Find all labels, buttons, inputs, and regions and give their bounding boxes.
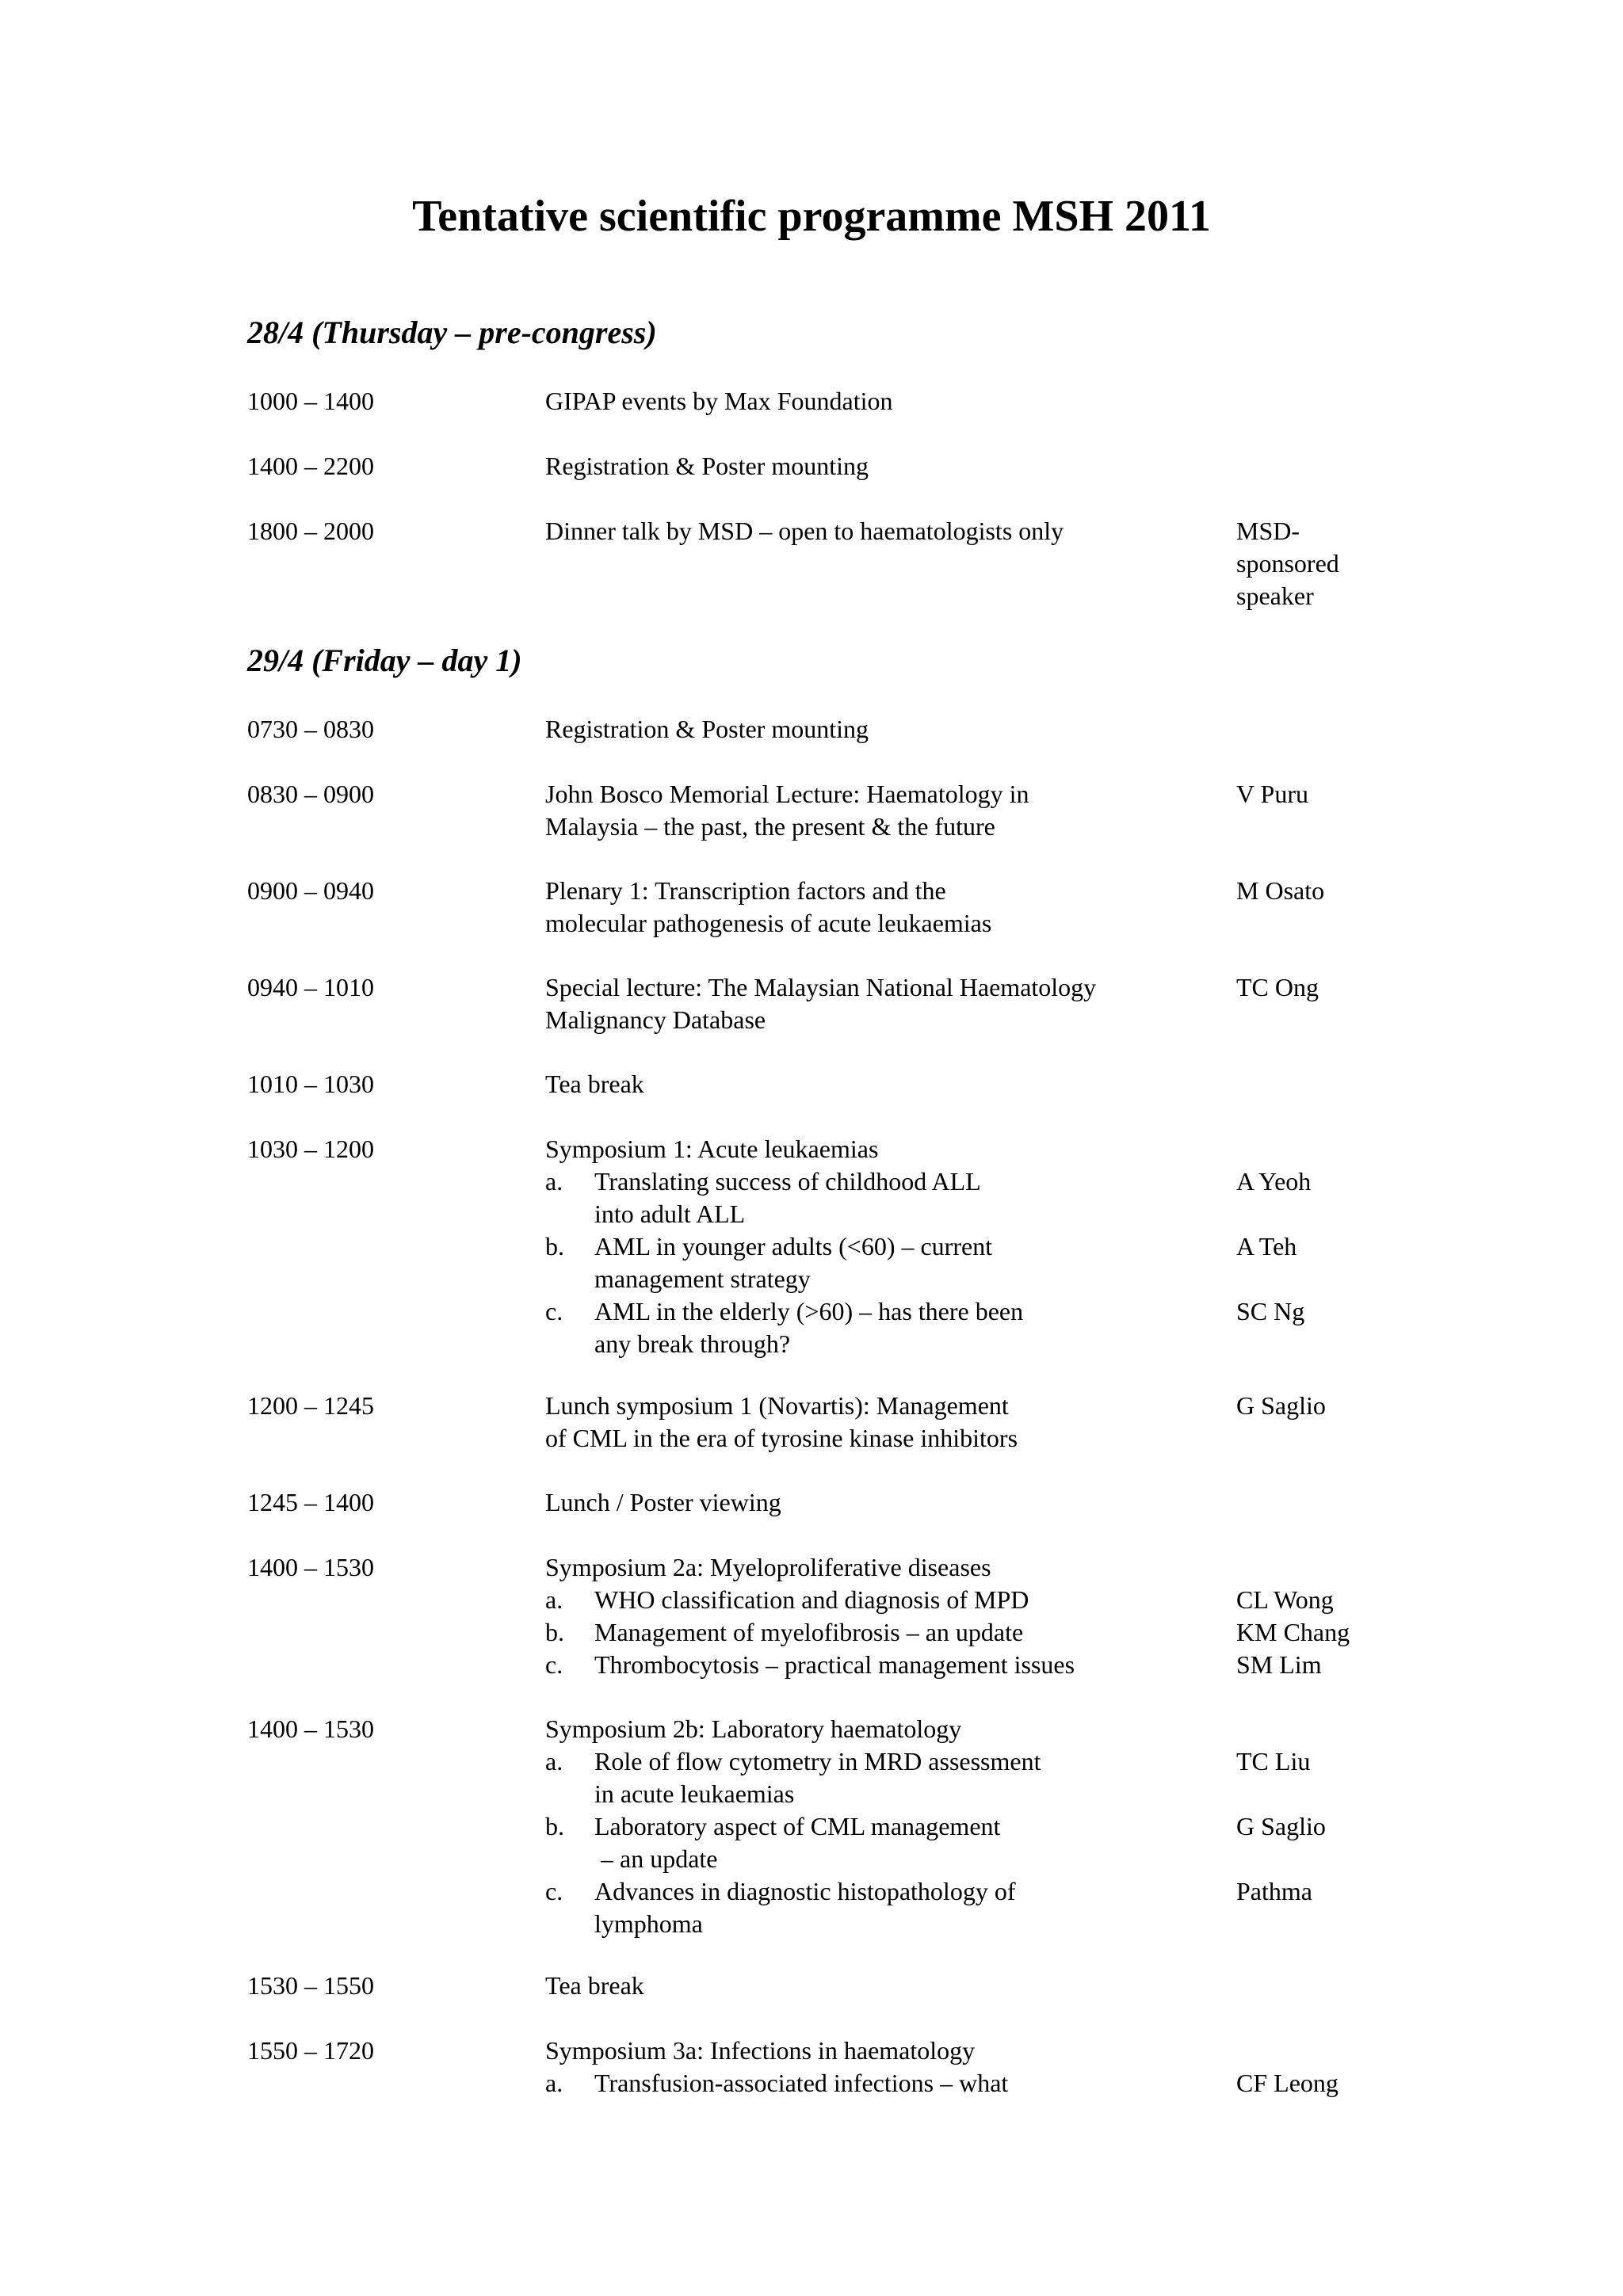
entry-event [545, 385, 1211, 418]
sub-item [545, 1745, 1417, 1810]
event-line: Registration & Poster mounting [545, 715, 869, 743]
event-line: Thrombocytosis – practical management issues [594, 1650, 1075, 1679]
event-line: Symposium 2a: Myeloproliferative diseases [545, 1553, 991, 1581]
sub-item-text [594, 1616, 1212, 1649]
event-line: into adult ALL [594, 1199, 746, 1228]
event-line: – an update [594, 1844, 718, 1873]
entry-speaker [1236, 515, 1395, 612]
event-line: AML in younger adults (<60) – current [594, 1232, 993, 1261]
event-line: WHO classification and diagnosis of MPD [594, 1585, 1029, 1614]
entry-time: 1550 – 1720 [247, 2036, 374, 2065]
event-line: GIPAP events by Max Foundation [545, 387, 893, 415]
entry-time: 1000 – 1400 [247, 387, 374, 415]
sub-item-text [594, 1584, 1212, 1616]
entry-time: 0830 – 0900 [247, 780, 374, 808]
sub-item-text [594, 2067, 1212, 2100]
entry-event [545, 1068, 1211, 1100]
event-line: any break through? [594, 1329, 791, 1358]
speaker-line: MSD- [1236, 517, 1300, 545]
sub-item-speaker: KM Chang [1236, 1618, 1350, 1646]
sub-item-marker: c. [545, 1650, 563, 1679]
entry-event [545, 515, 1211, 547]
entry-time: 1800 – 2000 [247, 517, 374, 545]
sub-item [545, 1230, 1417, 1295]
sub-item-speaker: A Teh [1236, 1232, 1297, 1261]
sub-item [545, 1810, 1417, 1875]
sub-item-text [594, 1875, 1212, 1940]
entry-event [545, 713, 1211, 746]
event-line: Tea break [545, 1070, 644, 1098]
sub-item-marker: b. [545, 1618, 564, 1646]
event-line: John Bosco Memorial Lecture: Haematology in [545, 780, 1029, 808]
sub-item [545, 1165, 1417, 1230]
event-line: Laboratory aspect of CML management [594, 1812, 1001, 1840]
event-line: in acute leukaemias [594, 1779, 795, 1808]
sub-item-speaker: Pathma [1236, 1877, 1312, 1905]
entry-time: 1530 – 1550 [247, 1971, 374, 2000]
entry-event [545, 1551, 1417, 1681]
event-line: Lunch / Poster viewing [545, 1488, 781, 1516]
event-line: molecular pathogenesis of acute leukaemias [545, 909, 992, 937]
event-line: Malaysia – the past, the present & the future [545, 812, 995, 841]
sub-item-speaker: CL Wong [1236, 1585, 1334, 1614]
event-line: Registration & Poster mounting [545, 452, 869, 480]
entry-time: 0900 – 0940 [247, 876, 374, 905]
event-line: Plenary 1: Transcription factors and the [545, 876, 946, 905]
sub-item-marker: a. [545, 2069, 563, 2097]
page-title: Tentative scientific programme MSH 2011 [412, 192, 1211, 241]
day-heading-thursday: 28/4 (Thursday – pre-congress) [247, 315, 657, 350]
event-line: Lunch symposium 1 (Novartis): Management [545, 1391, 1009, 1420]
entry-time: 1030 – 1200 [247, 1135, 374, 1163]
sub-item-marker: a. [545, 1585, 563, 1614]
entry-speaker: TC Ong [1236, 973, 1319, 1001]
sub-item-speaker: SC Ng [1236, 1297, 1305, 1325]
sub-item-speaker: TC Liu [1236, 1747, 1311, 1775]
event-line: Transfusion-associated infections – what [594, 2069, 1009, 2097]
entry-speaker: G Saglio [1236, 1391, 1326, 1420]
event-line: Symposium 2b: Laboratory haematology [545, 1714, 962, 1743]
sub-item [545, 1584, 1417, 1616]
entry-speaker: V Puru [1236, 780, 1308, 808]
speaker-line: speaker [1236, 582, 1314, 610]
sub-item-marker: c. [545, 1877, 563, 1905]
event-line: Role of flow cytometry in MRD assessment [594, 1747, 1041, 1775]
sub-item-text [594, 1165, 1212, 1230]
entry-time: 1400 – 2200 [247, 452, 374, 480]
entry-event [545, 875, 1211, 940]
event-line: Dinner talk by MSD – open to haematologists only [545, 517, 1064, 545]
day-heading-friday: 29/4 (Friday – day 1) [247, 643, 522, 678]
speaker-line: sponsored [1236, 549, 1339, 578]
entry-time: 1200 – 1245 [247, 1391, 374, 1420]
entry-event [545, 1713, 1417, 1940]
entry-event [545, 450, 1211, 482]
sub-item-marker: b. [545, 1232, 564, 1261]
sub-item-marker: a. [545, 1747, 563, 1775]
event-line: of CML in the era of tyrosine kinase inhibitors [545, 1424, 1018, 1452]
sub-item-speaker: CF Leong [1236, 2069, 1338, 2097]
event-line: Special lecture: The Malaysian National Haematology [545, 973, 1097, 1001]
sub-item [545, 1616, 1417, 1649]
event-line: AML in the elderly (>60) – has there been [594, 1297, 1024, 1325]
entry-speaker: M Osato [1236, 876, 1325, 905]
sub-item-text [594, 1745, 1212, 1810]
sub-item-text [594, 1810, 1212, 1875]
entry-event [545, 1133, 1417, 1360]
entry-time: 1245 – 1400 [247, 1488, 374, 1516]
sub-item-speaker: G Saglio [1236, 1812, 1326, 1840]
entry-time: 1400 – 1530 [247, 1714, 374, 1743]
event-line: Malignancy Database [545, 1005, 766, 1034]
entry-event [545, 2035, 1417, 2100]
entry-event [545, 1486, 1211, 1519]
sub-item-text [594, 1649, 1212, 1681]
event-line: Management of myelofibrosis – an update [594, 1618, 1024, 1646]
event-line: Tea break [545, 1971, 644, 2000]
sub-item-marker: a. [545, 1167, 563, 1196]
sub-item-marker: c. [545, 1297, 563, 1325]
sub-item [545, 2067, 1417, 2100]
event-line: Symposium 3a: Infections in haematology [545, 2036, 976, 2065]
event-line: management strategy [594, 1264, 811, 1293]
event-line: Advances in diagnostic histopathology of [594, 1877, 1016, 1905]
sub-item-text [594, 1295, 1212, 1360]
event-line: Symposium 1: Acute leukaemias [545, 1135, 879, 1163]
sub-item-speaker: A Yeoh [1236, 1167, 1312, 1196]
sub-item [545, 1295, 1417, 1360]
entry-event [545, 971, 1211, 1036]
entry-event [545, 778, 1211, 843]
entry-event [545, 1390, 1211, 1455]
entry-time: 1010 – 1030 [247, 1070, 374, 1098]
event-line: lymphoma [594, 1909, 703, 1938]
event-line: Translating success of childhood ALL [594, 1167, 981, 1196]
sub-item-speaker: SM Lim [1236, 1650, 1322, 1679]
sub-item-marker: b. [545, 1812, 564, 1840]
sub-item [545, 1875, 1417, 1940]
entry-time: 1400 – 1530 [247, 1553, 374, 1581]
sub-item [545, 1649, 1417, 1681]
entry-time: 0940 – 1010 [247, 973, 374, 1001]
entry-time: 0730 – 0830 [247, 715, 374, 743]
sub-item-text [594, 1230, 1212, 1295]
entry-event [545, 1970, 1211, 2002]
